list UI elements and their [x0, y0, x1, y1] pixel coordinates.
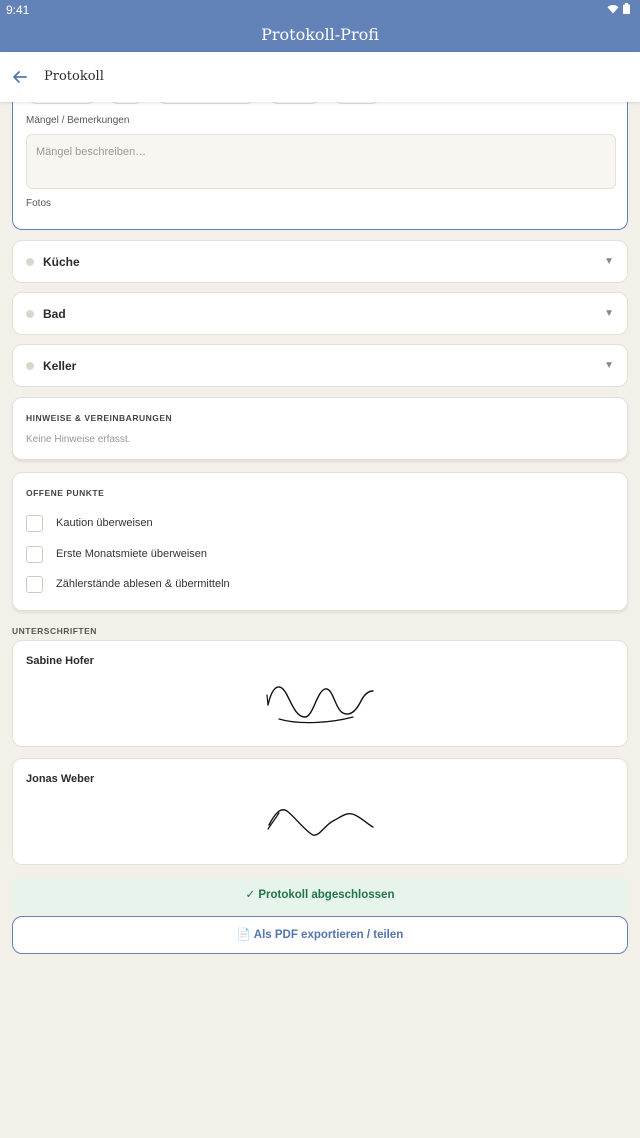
room-title: Bad [43, 307, 66, 321]
open-items-heading: OFFENE PUNKTE [26, 488, 105, 498]
notes-heading: HINWEISE & VEREINBARUNGEN [26, 413, 173, 423]
back-button[interactable] [10, 67, 30, 87]
protocol-completed-banner: ✓ Protokoll abgeschlossen [12, 877, 628, 914]
signature-drawing [265, 681, 377, 731]
battery-icon [623, 3, 630, 14]
signer-name: Jonas Weber [26, 773, 95, 785]
open-item-label: Zählerstände ablesen & übermitteln [56, 578, 230, 590]
app-title: Protokoll-Profi [261, 25, 379, 44]
defects-input[interactable]: Mängel beschreiben… [26, 134, 616, 189]
room-title: Küche [43, 255, 80, 269]
chevron-down-icon: ▼ [604, 256, 614, 267]
photos-label: Fotos [26, 198, 52, 209]
room-section-bad[interactable] [12, 292, 628, 335]
open-items-card [12, 472, 628, 611]
chevron-down-icon: ▼ [604, 360, 614, 371]
room-section-kueche[interactable] [12, 240, 628, 283]
checkbox[interactable] [26, 576, 43, 593]
signatures-heading: UNTERSCHRIFTEN [12, 626, 97, 636]
status-dot [26, 362, 34, 370]
signature-card[interactable] [12, 640, 628, 747]
wifi-icon [607, 4, 619, 14]
chevron-down-icon: ▼ [604, 308, 614, 319]
app-bar [0, 0, 640, 52]
status-time: 9:41 [6, 3, 30, 17]
export-pdf-button[interactable]: 📄 Als PDF exportieren / teilen [12, 916, 628, 954]
signature-drawing [265, 799, 377, 849]
status-icons [607, 3, 630, 14]
checkbox[interactable] [26, 515, 43, 532]
checkbox[interactable] [26, 546, 43, 563]
notes-empty-text: Keine Hinweise erfasst. [26, 434, 131, 445]
defects-label: Mängel / Bemerkungen [26, 115, 130, 126]
nav-title: Protokoll [44, 69, 104, 84]
room-title: Keller [43, 359, 77, 373]
status-dot [26, 310, 34, 318]
status-dot [26, 258, 34, 266]
signature-card[interactable] [12, 758, 628, 865]
open-item-row[interactable] [26, 575, 230, 593]
active-room-card [12, 100, 628, 230]
open-item-label: Erste Monatsmiete überweisen [56, 548, 208, 560]
arrow-left-icon [10, 67, 30, 87]
nav-bar [0, 52, 640, 102]
open-item-label: Kaution überweisen [56, 517, 153, 529]
open-item-row[interactable] [26, 514, 153, 532]
signer-name: Sabine Hofer [26, 655, 94, 667]
notes-card[interactable] [12, 397, 628, 460]
room-section-keller[interactable] [12, 344, 628, 387]
open-item-row[interactable] [26, 545, 207, 563]
